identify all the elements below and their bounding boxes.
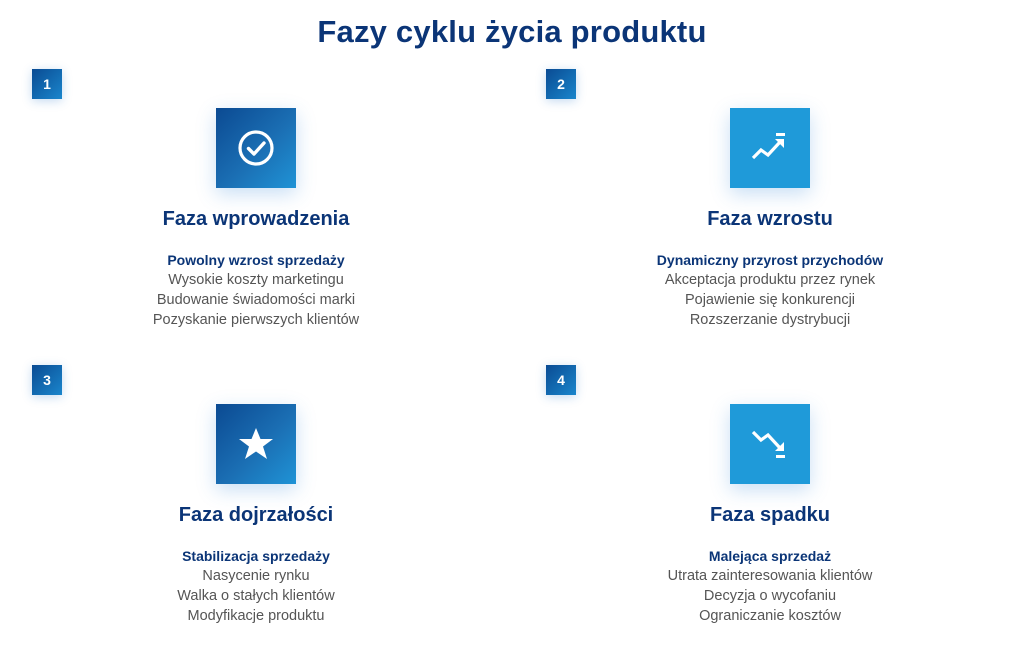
phase-lead-line: Dynamiczny przyrost przychodów bbox=[656, 252, 884, 268]
phase-number-badge: 4 bbox=[546, 365, 576, 395]
star-icon bbox=[236, 424, 276, 464]
phase-line: Pojawienie się konkurencji bbox=[684, 292, 856, 308]
check-circle-icon bbox=[236, 128, 276, 168]
phase-card-maturity bbox=[0, 356, 512, 652]
phase-heading: Faza wprowadzenia bbox=[162, 208, 350, 230]
phase-lead-line: Malejąca sprzedaż bbox=[708, 548, 832, 564]
phase-card-growth bbox=[514, 60, 1024, 356]
phase-icon-box bbox=[216, 108, 296, 188]
phase-heading: Faza wzrostu bbox=[707, 208, 833, 230]
phase-line: Walka o stałych klientów bbox=[177, 588, 335, 604]
phase-characteristics bbox=[514, 250, 1024, 330]
phase-line: Utrata zainteresowania klientów bbox=[667, 568, 873, 584]
phase-card-decline bbox=[514, 356, 1024, 652]
phase-card-introduction bbox=[0, 60, 512, 356]
phase-heading: Faza dojrzałości bbox=[178, 504, 334, 526]
phase-lead-line: Stabilizacja sprzedaży bbox=[182, 548, 330, 564]
phase-line: Akceptacja produktu przez rynek bbox=[664, 272, 876, 288]
phase-line: Budowanie świadomości marki bbox=[156, 292, 356, 308]
phase-line: Pozyskanie pierwszych klientów bbox=[152, 312, 360, 328]
page-title: Fazy cyklu życia produktu bbox=[317, 14, 707, 49]
phase-line: Modyfikacje produktu bbox=[187, 608, 325, 624]
phase-icon-box bbox=[730, 404, 810, 484]
phase-icon-box bbox=[730, 108, 810, 188]
phase-characteristics bbox=[0, 546, 512, 626]
phase-characteristics bbox=[0, 250, 512, 330]
phase-line: Nasycenie rynku bbox=[202, 568, 310, 584]
phase-number-badge: 1 bbox=[32, 69, 62, 99]
phase-heading: Faza spadku bbox=[709, 504, 831, 526]
phase-icon-box bbox=[216, 404, 296, 484]
phase-lead-line: Powolny wzrost sprzedaży bbox=[167, 252, 345, 268]
phase-characteristics bbox=[514, 546, 1024, 626]
phase-number-badge: 2 bbox=[546, 69, 576, 99]
phase-number-badge: 3 bbox=[32, 365, 62, 395]
phase-line: Decyzja o wycofaniu bbox=[703, 588, 837, 604]
phase-line: Rozszerzanie dystrybucji bbox=[689, 312, 851, 328]
phase-line: Ograniczanie kosztów bbox=[699, 608, 841, 624]
trend-up-icon bbox=[749, 127, 791, 169]
phase-line: Wysokie koszty marketingu bbox=[168, 272, 344, 288]
trend-down-icon bbox=[749, 423, 791, 465]
